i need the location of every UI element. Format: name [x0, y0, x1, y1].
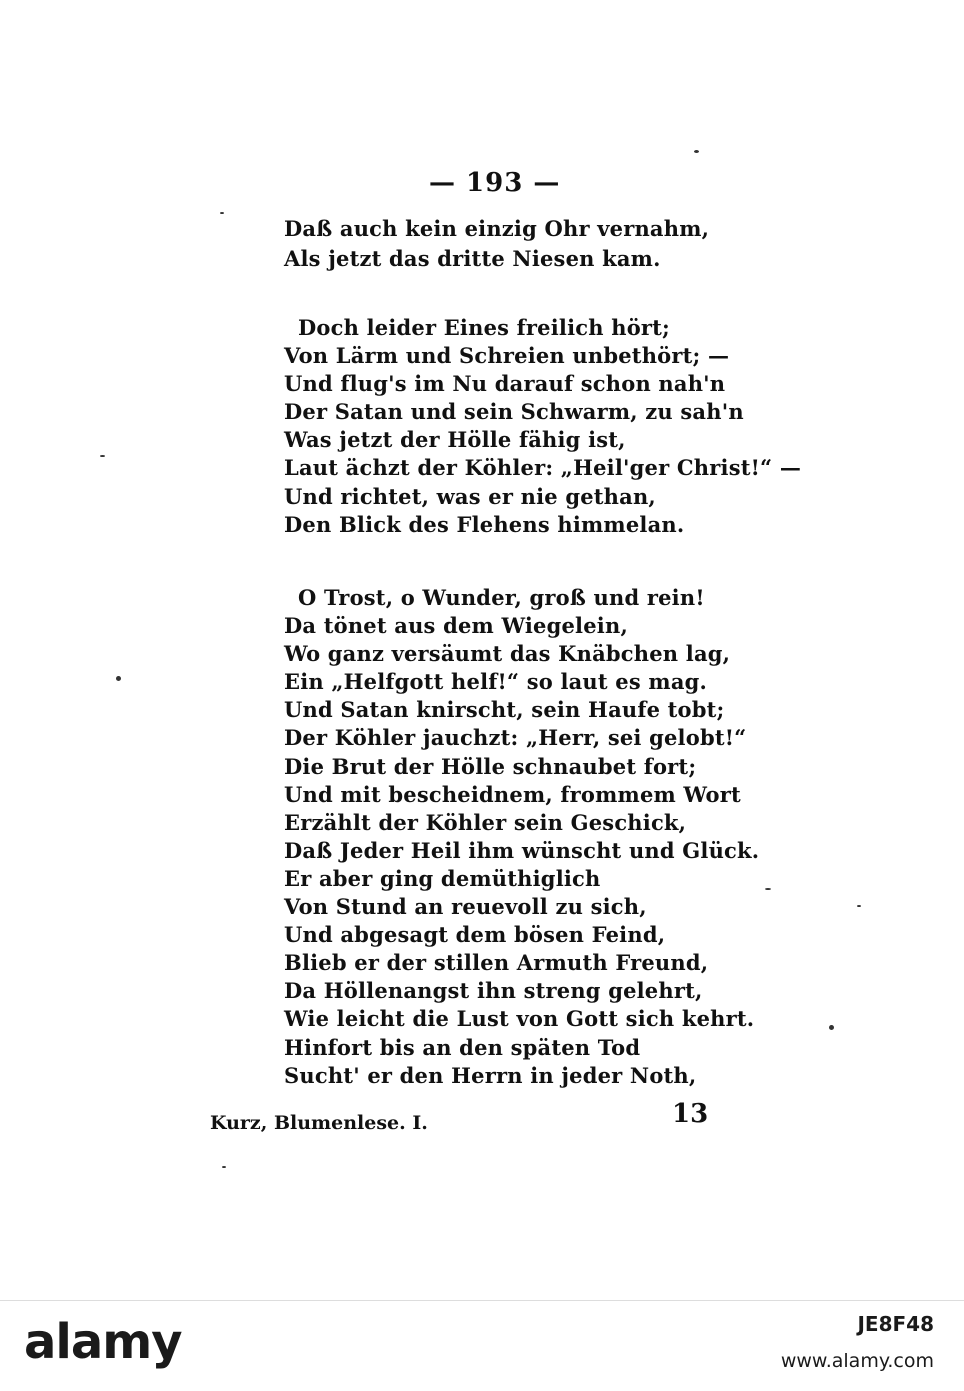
- poem-line: Da Höllenangst ihn streng gelehrt,: [284, 978, 703, 1004]
- poem-line: Und richtet, was er nie gethan,: [284, 483, 656, 509]
- image-id: JE8F48: [857, 1312, 934, 1336]
- print-speck: [829, 1025, 834, 1030]
- page-number: — 193 —: [429, 168, 561, 198]
- poem-line: Laut ächzt der Köhler: „Heil'ger Christ!“ —: [284, 455, 802, 481]
- poem-line: Von Lärm und Schreien unbethört; —: [284, 343, 730, 369]
- print-speck: [765, 888, 771, 890]
- brand-logo: alamy: [24, 1314, 182, 1370]
- poem-line: Da tönet aus dem Wiegelein,: [284, 613, 628, 639]
- poem-line: Erzählt der Köhler sein Geschick,: [284, 809, 687, 835]
- poem-line: Doch leider Eines freilich hört;: [298, 315, 671, 340]
- poem-line: Ein „Helfgott helf!“ so laut es mag.: [284, 669, 708, 695]
- print-speck: [222, 1166, 226, 1168]
- poem-line: Als jetzt das dritte Niesen kam.: [284, 246, 661, 271]
- poem-line: Und flug's im Nu darauf schon nah'n: [284, 371, 726, 397]
- stanza-3: [284, 584, 759, 1090]
- book-title-footer: Kurz, Blumenlese. I.: [210, 1112, 428, 1134]
- poem-line: Und Satan knirscht, sein Haufe tobt;: [284, 697, 725, 723]
- poem-line: Hinfort bis an den späten Tod: [284, 1034, 641, 1060]
- stanza-2: [284, 314, 801, 539]
- poem-line: Die Brut der Hölle schnaubet fort;: [284, 753, 697, 779]
- poem-line: Den Blick des Flehens himmelan.: [284, 511, 685, 537]
- print-speck: [694, 150, 699, 153]
- poem-line: Wo ganz versäumt das Knäbchen lag,: [284, 641, 731, 667]
- print-speck: [857, 905, 861, 907]
- poem-line: Er aber ging demüthiglich: [284, 865, 601, 891]
- poem-line: Daß Jeder Heil ihm wünscht und Glück.: [284, 837, 760, 863]
- poem-line: Der Köhler jauchzt: „Herr, sei gelobt!“: [284, 725, 747, 751]
- poem-line: Wie leicht die Lust von Gott sich kehrt.: [284, 1006, 755, 1032]
- print-speck: [116, 676, 121, 681]
- poem-line: Was jetzt der Hölle fähig ist,: [284, 427, 626, 453]
- poem-line: Und abgesagt dem bösen Feind,: [284, 922, 666, 948]
- stanza-1: [284, 214, 709, 274]
- poem-line: Sucht' er den Herrn in jeder Noth,: [284, 1062, 697, 1088]
- stock-footer-band: [0, 1300, 964, 1390]
- signature-mark: 13: [672, 1099, 709, 1129]
- poem-line: Von Stund an reuevoll zu sich,: [284, 894, 647, 920]
- poem-line: Blieb er der stillen Armuth Freund,: [284, 950, 709, 976]
- site-url: www.alamy.com: [780, 1350, 934, 1372]
- poem-line: Und mit bescheidnem, frommem Wort: [284, 781, 741, 807]
- print-speck: [220, 212, 224, 214]
- poem-line: Der Satan und sein Schwarm, zu sah'n: [284, 399, 744, 425]
- print-speck: [100, 455, 105, 457]
- poem-line: Daß auch kein einzig Ohr vernahm,: [284, 216, 710, 241]
- poem-line: O Trost, o Wunder, groß und rein!: [298, 585, 705, 610]
